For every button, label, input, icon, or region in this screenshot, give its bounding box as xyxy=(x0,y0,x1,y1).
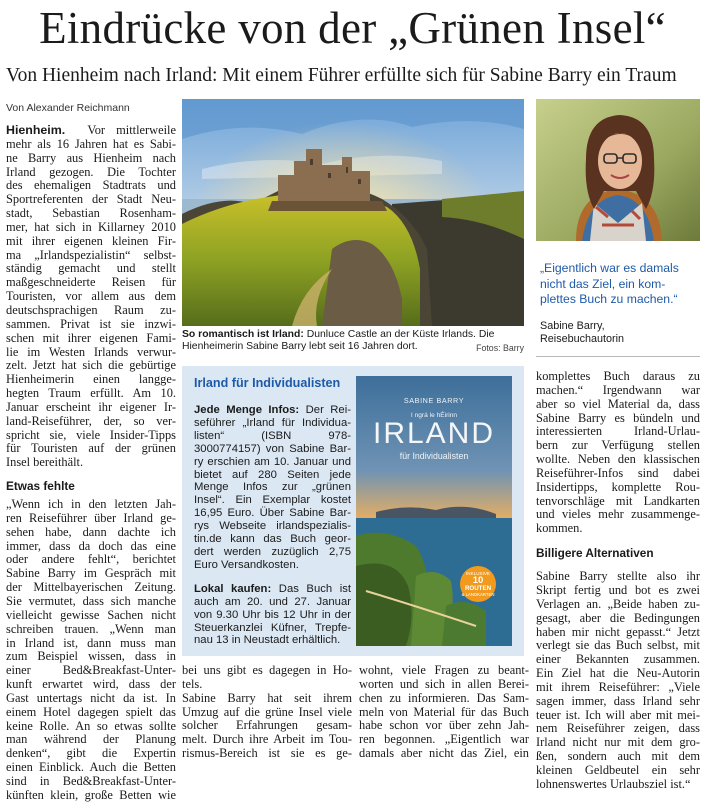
text-line: schen mit ihrer eigenen Fami- xyxy=(6,330,176,345)
text-line: gesagt, aber die Bedingungen xyxy=(536,610,700,625)
text-line: Sabine Barry im Gespräch mit xyxy=(6,566,176,581)
pull-quote: „Eigentlich war es damals nicht das Ziel, ein kom- plettes Buch zu machen.“ xyxy=(540,261,679,307)
text-line: Verlagen an. „Beide haben zu- xyxy=(536,596,700,611)
pull-quote-source: Sabine Barry, Reisebuchautorin xyxy=(540,320,625,345)
text-line: aber so viel Material da, dass xyxy=(536,396,700,411)
text-line: denken“, gibt die Expertin xyxy=(6,746,176,761)
castle-photo xyxy=(182,99,524,326)
text-line: in Irland ist, dann muss man xyxy=(6,635,176,650)
book-author: SABINE BARRY xyxy=(403,396,465,405)
article-subhead: Von Hienheim nach Irland: Mit einem Führer erfüllte sich für Sabine Barry ein Traum xyxy=(6,65,677,86)
text-line: interessierten Irland-Urlau- xyxy=(536,424,700,439)
text-line: für Touristen auf der grünen xyxy=(6,441,176,456)
text-line: verlegt sie das Buch selbst, mit xyxy=(536,638,700,653)
article-headline: Eindrücke von der „Grünen Insel“ xyxy=(39,3,666,53)
text-line: von 9.30 Uhr bis 12 Uhr in der xyxy=(194,608,351,621)
caption-text-2: Hienheimerin Sabine Barry lebt seit 16 Jahren dort. xyxy=(182,341,418,353)
text-line: spricht sie, viele Insider-Tipps xyxy=(6,427,176,442)
text-line: Gast untertags nicht da ist. In xyxy=(6,690,176,705)
text-line: dert werden zuzüglich 2,75 xyxy=(194,545,351,558)
text-line: lohnenswertes Urlaubsziel ist.“ xyxy=(536,776,691,791)
text-line: vielleicht gewisse Sachen nicht xyxy=(6,607,176,622)
text-line: Sabine Barry es bündeln und xyxy=(536,410,700,425)
text-line: seführer „Irland für Individua- xyxy=(194,416,351,429)
portrait-photo xyxy=(536,99,700,241)
text-line: Insidertipps, komplette Rou- xyxy=(536,479,700,494)
text-line: ne Barry aus Hienheim nach xyxy=(6,150,176,165)
text-line: „Wenn ich in den letzten Jah- xyxy=(6,497,176,512)
text-column-2 xyxy=(182,664,352,761)
text-line: Januar erscheint ihr eigener Ir- xyxy=(6,399,176,414)
text-line: man während der Planung xyxy=(6,732,176,747)
text-line: zum Beispiel wissen, dass in xyxy=(6,649,176,664)
text-line: damals aber nicht das Ziel, ein xyxy=(359,746,529,761)
text-line: ständig gemacht und stellt xyxy=(6,261,176,276)
info-box xyxy=(182,366,524,656)
paragraph-body xyxy=(536,370,700,536)
text-line: ren Reiseführer über Irland ge- xyxy=(6,510,176,525)
info-box-title: Irland für Individualisten xyxy=(194,376,341,390)
book-irish-subtitle: I ngrá le hÉirinn xyxy=(410,412,458,419)
caption-text: Dunluce Castle an der Küste Irlands. Die xyxy=(306,329,495,340)
text-line: Euro Versandkosten. xyxy=(194,558,299,571)
info-box-text: Jede Menge Infos: Der Rei- seführer „Irland für Individua- listen“ (ISBN 978- 3000774157) von Sabine Bar- ry erschien am 10. Januar und bietet auf 280 Seiten jede Menge Infos zur „grünen Insel“. Ein Exemplar kostet 16,95 Euro. Über Sabine Bar- rys Webseite irlandspezialis- tin.de kann das Buch geor- dert werden zuzüglich 2,75 Euro Versandkosten. Lokal kaufen: Das Buch ist auch am 20. und 27. Januar von 9.30 Uhr bis 12 Uhr in der Steuerkanzlei Küfner, Trepfe- nau 13 in Neustadt erhältlich. xyxy=(194,404,351,647)
text-column-4 xyxy=(536,370,700,792)
book-title: IRLAND xyxy=(372,417,496,450)
text-line: kunft erwartet wird, dass der xyxy=(6,677,176,692)
text-line: Hienheim. Vor mittlerweile xyxy=(6,123,176,137)
text-column-3 xyxy=(359,664,529,761)
castle-landscape-image xyxy=(182,99,524,326)
book-cover xyxy=(356,376,512,646)
text-line: des ehemaligen Stadtrats und xyxy=(6,178,176,193)
text-line: der Mittelbayerischen Zeitung. xyxy=(6,580,176,595)
text-line: ry erschien am 10. Januar und xyxy=(194,455,351,468)
text-line: tin.de kann das Buch geor- xyxy=(194,533,351,546)
section-heading: Etwas fehlte xyxy=(6,479,75,494)
text-line: haben mir nicht gepasst.“ Jetzt xyxy=(536,624,700,639)
text-line: sagen immer, dass Irland sehr xyxy=(536,693,700,708)
text-line: lie im Westen Irlands verwur- xyxy=(6,344,176,359)
text-line: tenvorschläge mit Landkarten xyxy=(536,493,700,508)
text-line: tels. xyxy=(182,676,203,691)
text-line: chen zu informieren. Das Sam- xyxy=(359,690,529,705)
text-line: Ein Ziel hat die Neu-Autorin xyxy=(536,666,700,681)
text-line: sammen. Privat ist sie inzwi- xyxy=(6,316,176,331)
text-line: 16,95 Euro. Über Sabine Bar- xyxy=(194,507,351,520)
text-line: deutschsprachigen Raum zu- xyxy=(6,302,176,317)
text-line: melt. Durch ihre Arbeit im Tou- xyxy=(182,732,352,747)
dateline: Hienheim. xyxy=(6,123,66,137)
text-line: mit ihrer eigenen kleinen Fir- xyxy=(6,233,176,248)
text-line: rismus-Bereich ist sie es ge- xyxy=(182,746,352,761)
text-line: machen.“ Irgendwann war xyxy=(536,382,700,397)
divider xyxy=(536,356,700,357)
text-line: sehen habe, dann dachte ich xyxy=(6,524,176,539)
text-line: auch am 20. und 27. Januar xyxy=(194,595,351,608)
text-line: Insel“. Ein Exemplar kostet xyxy=(194,494,351,507)
text-line: einer Bekannten zusammen. xyxy=(536,652,700,667)
text-line: worten und sich in allen Berei- xyxy=(359,676,529,691)
text-line: Steuerkanzlei Küfner, Trepfe- xyxy=(194,621,351,634)
caption-lead: So romantisch ist Irland: xyxy=(182,329,304,340)
text-line: Umzug auf die grüne Insel viele xyxy=(182,704,352,719)
photo-credit: Fotos: Barry xyxy=(476,343,524,354)
text-line: künften klein, große Betten wie xyxy=(6,787,176,802)
portrait-image xyxy=(536,99,700,241)
paragraph-body xyxy=(6,498,176,803)
text-line: Sabine Barry stellte also ihr xyxy=(536,569,700,584)
section-heading: Billigere Alternativen xyxy=(536,546,654,561)
text-line: 3000774157) von Sabine Bar- xyxy=(194,442,351,455)
paragraph-body xyxy=(536,570,700,792)
book-subtitle: für Individualisten xyxy=(399,451,469,461)
text-line: stadt, Sebastian Rosenham- xyxy=(6,206,176,221)
text-line: immer, dass da doch das eine xyxy=(6,538,176,553)
text-line: Irland nicht nur mit dem gro- xyxy=(536,735,700,750)
photo-caption xyxy=(182,329,524,354)
text-line: wohnt, viele Fragen zu beant- xyxy=(359,663,529,677)
text-line: komplettes Buch daraus zu xyxy=(536,369,700,383)
article-byline: Von Alexander Reichmann xyxy=(6,102,130,114)
text-line: bern zur Verfügung stellen xyxy=(536,438,700,453)
text-line: ren begonnen. „Eigentlich war xyxy=(359,732,529,747)
text-line: kommen. xyxy=(536,521,583,536)
text-line: Sportreferenten der Stadt Neu- xyxy=(6,192,176,207)
text-line: einen Einblick. Auch die Betten xyxy=(6,760,176,775)
text-line: sind in Bed&Breakfast-Unter- xyxy=(6,773,176,788)
text-line: Irland gezogen. Die Tochter xyxy=(6,164,176,179)
text-line: nem Reiseführer zeigen, dass xyxy=(536,721,700,736)
text-line: Touristen, vor allem aus dem xyxy=(6,289,176,304)
text-line: mit ihrem Reiseführer: „Viele xyxy=(536,679,700,694)
text-line: bei uns gibt es dagegen in Ho- xyxy=(182,663,352,677)
text-line: Skript fertig und bot es zwei xyxy=(536,582,700,597)
text-line: Reiseführer-Infos sind dabei xyxy=(536,465,700,480)
text-line: ma „Irlandspezialistin“ selbst- xyxy=(6,247,176,262)
text-line: einem Hotel dagegen spielt das xyxy=(6,704,176,719)
text-line: bietet auf 280 Seiten jede xyxy=(194,468,351,481)
text-line: listen“ (ISBN 978- xyxy=(194,429,351,442)
text-line: habe schon vor über zehn Jah- xyxy=(359,718,529,733)
text-line: schreiben trauen. „Wenn man xyxy=(6,621,176,636)
text-line: Sie vermutet, dass sich manche xyxy=(6,594,176,608)
text-line: mehr als 16 Jahren hat es Sabi- xyxy=(6,136,176,151)
text-line: kleinen Geldbeutel ein sehr xyxy=(536,762,700,777)
text-line: teuer ist. Ich will aber mit mei- xyxy=(536,707,700,722)
text-line: maßgeschneiderte Reisen für xyxy=(6,275,176,290)
routes-badge: INKLUSIVE 10 ROUTEN & LANDKARTEN xyxy=(460,566,496,602)
text-line: ßen, sondern auch mit dem xyxy=(536,749,700,764)
text-line: solcher Erfahrungen gesam- xyxy=(182,718,352,733)
text-line: Insel bereithält. xyxy=(6,455,84,470)
text-line: zelt. Jetzt hat sich die gebürtige xyxy=(6,358,176,373)
paragraph-intro xyxy=(6,124,176,470)
text-line: land-Reiseführer, der, so ver- xyxy=(6,413,176,428)
text-line: Menge Infos zur „grünen xyxy=(194,481,351,494)
text-line: meln von Material für das Buch xyxy=(359,704,529,719)
text-line: einer Bed&Breakfast-Unter- xyxy=(6,663,176,678)
text-line: oder andere fehlt“, berichtet xyxy=(6,552,176,567)
text-column-1 xyxy=(6,124,176,803)
text-line: wollte. Neben den klassischen xyxy=(536,452,700,467)
text-line: hegten Traum erfüllt. Am 10. xyxy=(6,386,176,401)
text-line: und vieles mehr zusammenge- xyxy=(536,507,700,522)
text-line: keine Rolle. An so etwas sollte xyxy=(6,718,176,733)
text-line: Hienheimerin einen langge- xyxy=(6,372,176,387)
text-line: nau 13 in Neustadt erhältlich. xyxy=(194,634,341,647)
text-line: mer, hat sich in Killarney 2010 xyxy=(6,219,176,234)
text-line: rys Webseite irlandspezialis- xyxy=(194,520,351,533)
text-line: Sabine Barry hat seit ihrem xyxy=(182,690,352,705)
